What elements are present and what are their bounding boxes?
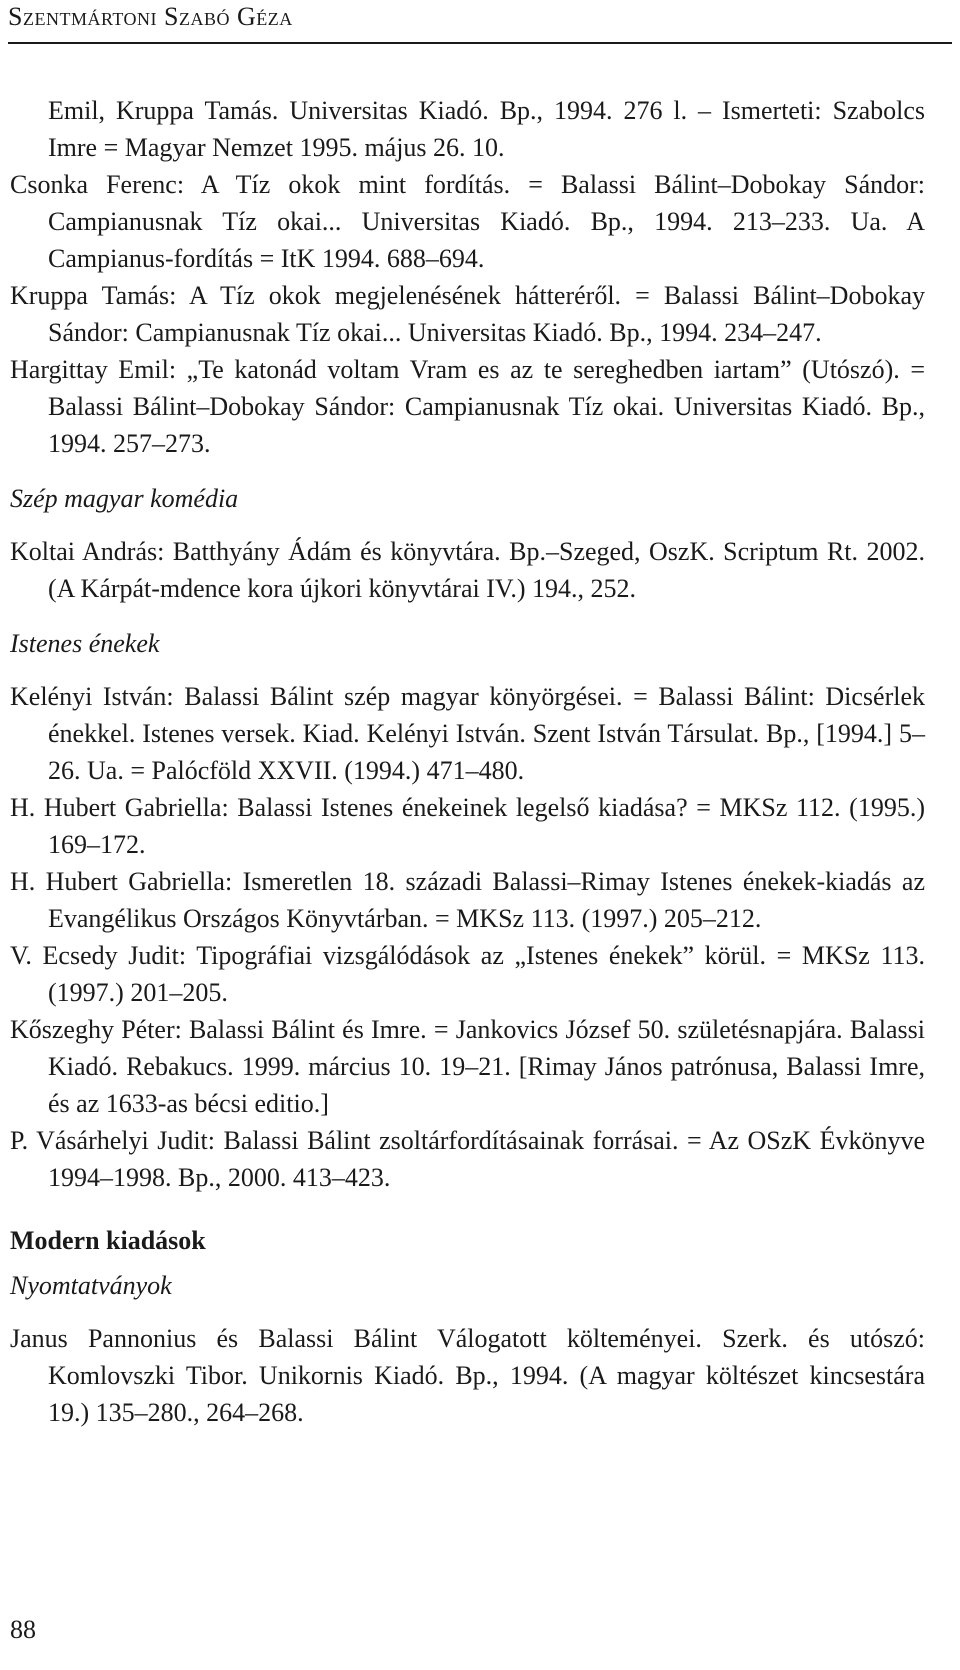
page-body [10, 92, 925, 1431]
bibliography-entry: Kelényi István: Balassi Bálint szép magyar könyörgései. = Balassi Bálint: Dicsérlek énekkel. Istenes versek. Kiad. Kelényi István. Szent István Társulat. Bp., [1994.] 5–26. Ua. = Palócföld XXVII. (1994.) 471–480. [10, 682, 925, 785]
bibliography-entry: Janus Pannonius és Balassi Bálint Válogatott költeményei. Szerk. és utószó: Komlovszki Tibor. Unikornis Kiadó. Bp., 1994. (A magyar költészet kincsestára 19.) 135–280., 264–268. [10, 1324, 925, 1427]
bibliography-entry: Hargittay Emil: „Te katonád voltam Vram es az te sereghedben iartam” (Utószó). = Balassi Bálint–Dobokay Sándor: Campianusnak Tíz okai. Universitas Kiadó. Bp., 1994. 257–273. [10, 355, 925, 458]
page-number: 88 [10, 1615, 36, 1644]
section-heading: Modern kiadások [10, 1226, 206, 1255]
bibliography-entry: Kruppa Tamás: A Tíz okok megjelenésének hátteréről. = Balassi Bálint–Dobokay Sándor: Campianusnak Tíz okai... Universitas Kiadó. Bp., 1994. 234–247. [10, 281, 925, 347]
bibliography-entry: Emil, Kruppa Tamás. Universitas Kiadó. Bp., 1994. 276 l. – Ismerteti: Szabolcs Imre = Magyar Nemzet 1995. május 26. 10. [48, 96, 925, 162]
bibliography-entry: P. Vásárhelyi Judit: Balassi Bálint zsoltárfordításainak forrásai. = Az OSzK Évkönyve 1994–1998. Bp., 2000. 413–423. [10, 1126, 925, 1192]
bibliography-entry: H. Hubert Gabriella: Balassi Istenes énekeinek legelső kiadása? = MKSz 112. (1995.) 169–172. [10, 793, 925, 859]
running-head [8, 2, 952, 44]
bibliography-entry: V. Ecsedy Judit: Tipográfiai vizsgálódások az „Istenes énekek” körül. = MKSz 113. (1997.) 201–205. [10, 941, 925, 1007]
subsection-heading: Istenes énekek [10, 629, 160, 658]
subsection-heading: Szép magyar komédia [10, 484, 239, 513]
subsection-heading: Nyomtatványok [10, 1271, 172, 1300]
bibliography-entry: H. Hubert Gabriella: Ismeretlen 18. századi Balassi–Rimay Istenes énekek-kiadás az Evangélikus Országos Könyvtárban. = MKSz 113. (1997.) 205–212. [10, 867, 925, 933]
bibliography-entry: Csonka Ferenc: A Tíz okok mint fordítás. = Balassi Bálint–Dobokay Sándor: Campianusnak Tíz okai... Universitas Kiadó. Bp., 1994. 213–233. Ua. A Campianus-fordítás = ItK 1994. 688–694. [10, 170, 925, 273]
bibliography-entry: Kőszeghy Péter: Balassi Bálint és Imre. = Jankovics József 50. születésnapjára. Balassi Kiadó. Rebakucs. 1999. március 10. 19–21. [Rimay János patrónusa, Balassi Imre, és az 1633-as bécsi editio.] [10, 1015, 925, 1118]
bibliography-entry: Koltai András: Batthyány Ádám és könyvtára. Bp.–Szeged, OszK. Scriptum Rt. 2002. (A Kárpát-mdence kora újkori könyvtárai IV.) 194., 252. [10, 537, 925, 603]
running-head-text: Szentmártoni Szabó Géza [8, 2, 293, 31]
